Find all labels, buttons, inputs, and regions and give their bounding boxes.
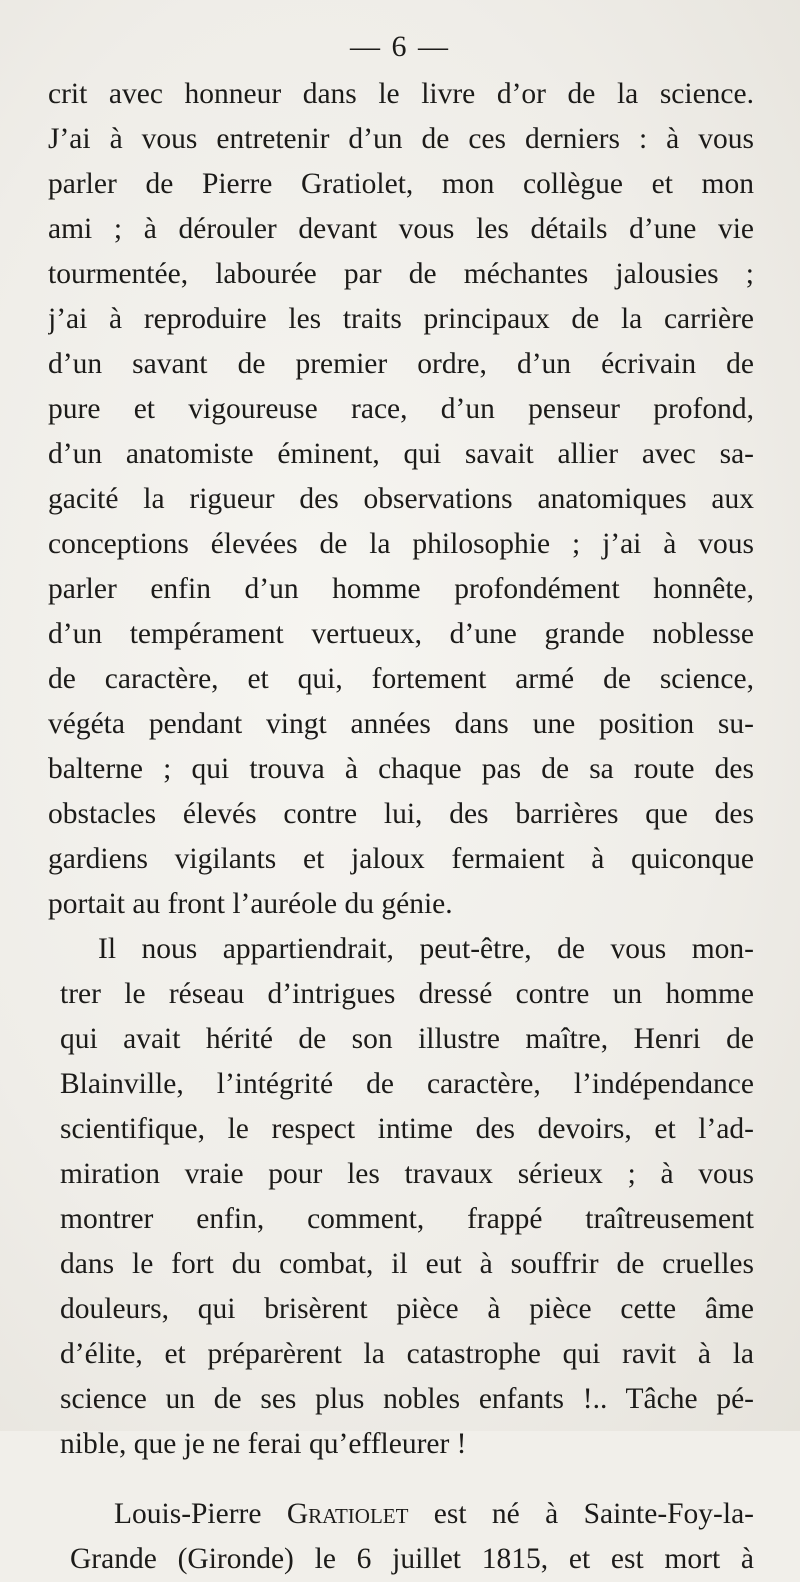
text-line: scientifique, le respect intime des devoirs, et l’ad- — [60, 1113, 754, 1145]
paragraph-3 — [70, 1492, 754, 1582]
text-line: science un de ses plus nobles enfants !.. Tâche pé- — [60, 1383, 754, 1415]
text-line: crit avec honneur dans le livre d’or de la science. — [48, 78, 754, 110]
text-line: d’un anatomiste éminent, qui savait allier avec sa- — [48, 438, 754, 470]
paragraph-1 — [48, 72, 754, 927]
author-name: Gratiolet — [286, 1498, 409, 1530]
page-number: — 6 — — [350, 30, 450, 63]
text-line: d’un tempérament vertueux, d’une grande noblesse — [48, 618, 754, 650]
paragraph-gap — [48, 1467, 754, 1492]
text-line: dans le fort du combat, il eut à souffrir de cruelles — [60, 1248, 754, 1280]
text-line: végéta pendant vingt années dans une position su- — [48, 708, 754, 740]
text-line: Il nous appartiendrait, peut-être, de vous mon- — [98, 933, 754, 965]
text-line: miration vraie pour les travaux sérieux ; à vous — [60, 1158, 754, 1190]
text-line: Grande (Gironde) le 6 juillet 1815, et est mort à — [70, 1543, 754, 1575]
text-line: d’un savant de premier ordre, d’un écrivain de — [48, 348, 754, 380]
text-line: balterne ; qui trouva à chaque pas de sa route des — [48, 753, 754, 785]
text-line: montrer enfin, comment, frappé traîtreusement — [60, 1203, 754, 1235]
text-line: parler de Pierre Gratiolet, mon collègue et mon — [48, 168, 754, 200]
text-line: ami ; à dérouler devant vous les détails d’une vie — [48, 213, 754, 245]
text-line: douleurs, qui brisèrent pièce à pièce cette âme — [60, 1293, 754, 1325]
text-line: qui avait hérité de son illustre maître, Henri de — [60, 1023, 754, 1055]
text-line: gacité la rigueur des observations anatomiques aux — [48, 483, 754, 515]
text-line: pure et vigoureuse race, d’un penseur profond, — [48, 393, 754, 425]
text-line: tourmentée, labourée par de méchantes jalousies ; — [48, 258, 754, 290]
text-line: j’ai à reproduire les traits principaux de la carrière — [48, 303, 754, 335]
text-line: Blainville, l’intégrité de caractère, l’indépendance — [60, 1068, 754, 1100]
text-fragment: Louis-Pierre — [114, 1498, 287, 1530]
text-line: conceptions élevées de la philosophie ; j’ai à vous — [48, 528, 754, 560]
text-line — [70, 1492, 754, 1537]
text-line: trer le réseau d’intrigues dressé contre un homme — [60, 978, 754, 1010]
paragraph-2 — [60, 927, 754, 1467]
text-line: d’élite, et préparèrent la catastrophe qui ravit à la — [60, 1338, 754, 1370]
text-line: parler enfin d’un homme profondément honnête, — [48, 573, 754, 605]
text-line: J’ai à vous entretenir d’un de ces derniers : à vous — [48, 123, 754, 155]
text-line: obstacles élevés contre lui, des barrières que des — [48, 798, 754, 830]
text-line: portait au front l’auréole du génie. — [48, 888, 453, 920]
text-fragment: est né à Sainte-Foy-la- — [408, 1498, 754, 1530]
text-line: nible, que je ne ferai qu’effleurer ! — [60, 1428, 467, 1460]
text-line: de caractère, et qui, fortement armé de science, — [48, 663, 754, 695]
body-text — [48, 72, 754, 1582]
text-line: gardiens vigilants et jaloux fermaient à quiconque — [48, 843, 754, 875]
